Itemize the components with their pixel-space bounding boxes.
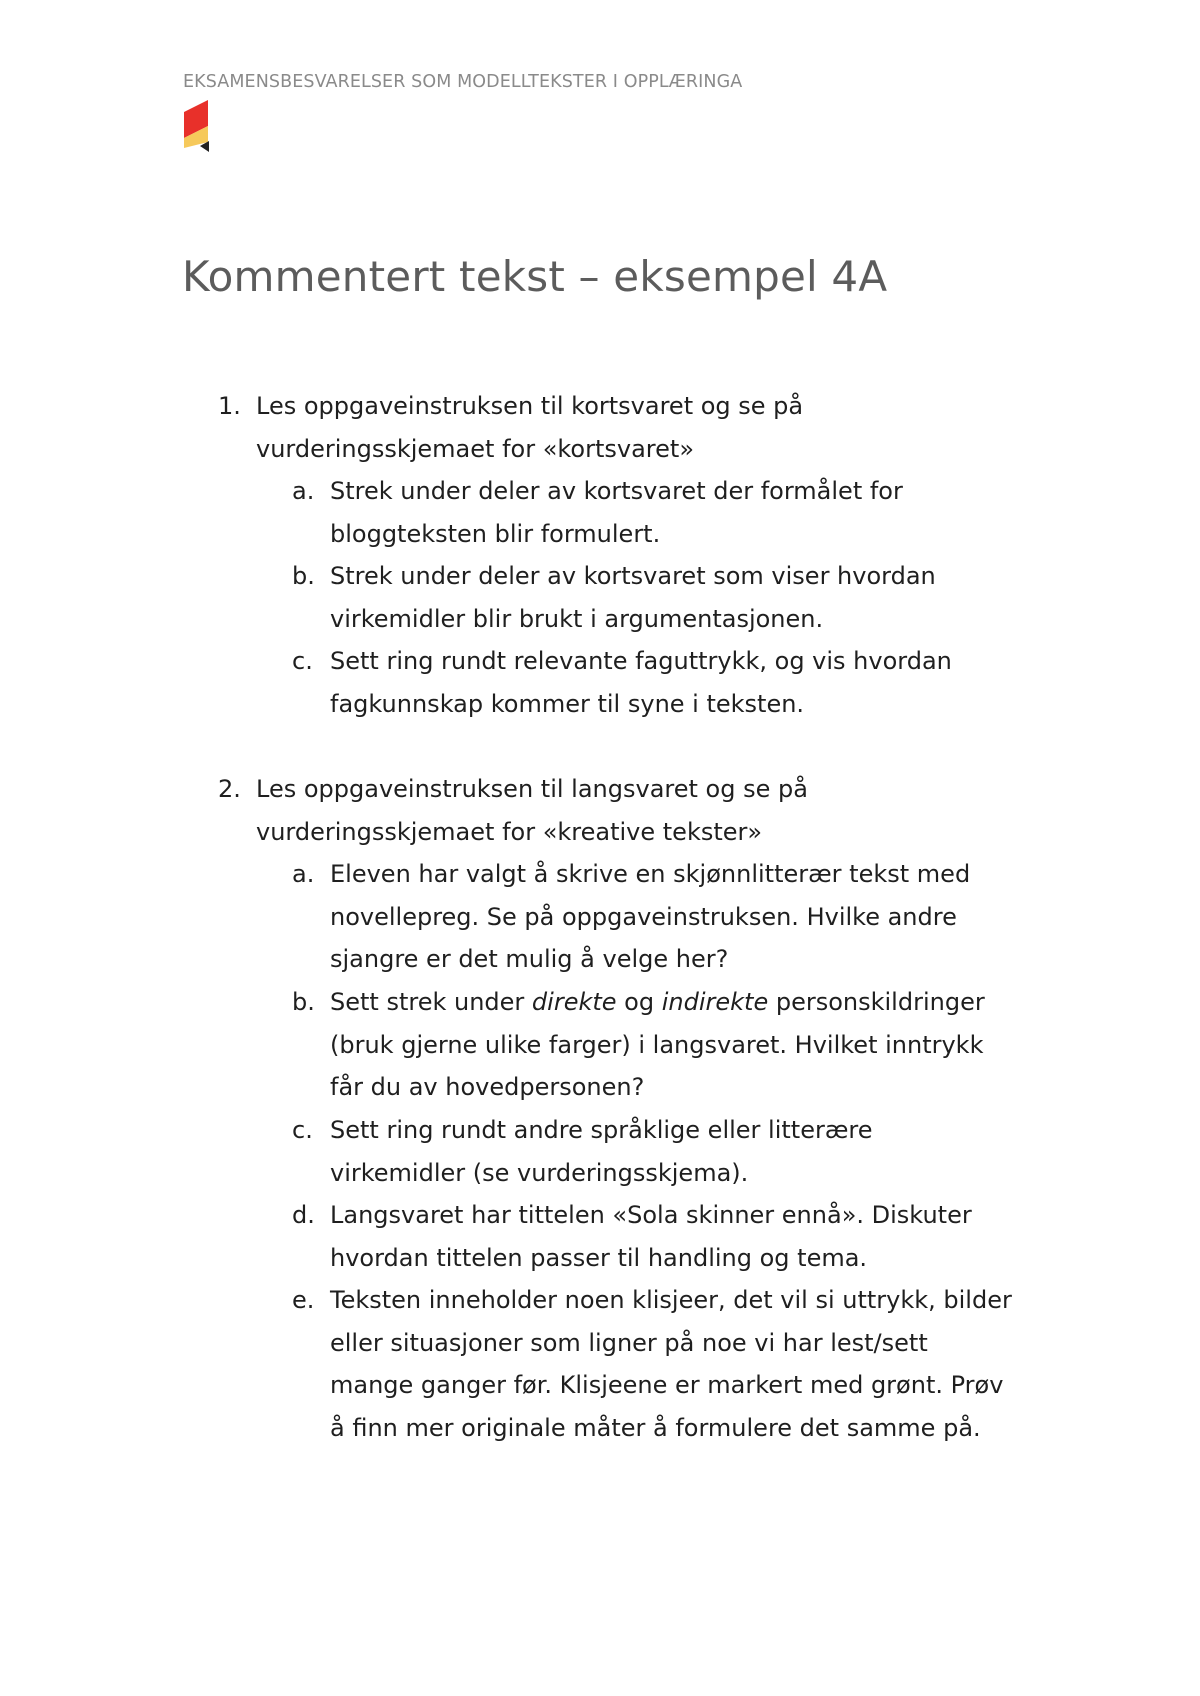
question-number: 1. bbox=[218, 392, 241, 420]
subitem-text-line: Eleven har valgt å skrive en skjønnlitterær tekst med bbox=[330, 860, 971, 888]
subitem-text-line: Strek under deler av kortsvaret der formålet for bbox=[330, 477, 903, 505]
subitem-letter: e. bbox=[292, 1286, 315, 1314]
subitem-text-line: Langsvaret har tittelen «Sola skinner ennå». Diskuter bbox=[330, 1201, 972, 1229]
subitem-text-line: Teksten inneholder noen klisjeer, det vil si uttrykk, bilder bbox=[330, 1286, 1012, 1314]
question-text-line: Les oppgaveinstruksen til kortsvaret og se på bbox=[256, 392, 804, 420]
logo-icon bbox=[184, 96, 214, 160]
question-text-line: vurderingsskjemaet for «kreative tekster» bbox=[256, 817, 763, 846]
emphasis-indirekte: indirekte bbox=[661, 988, 769, 1016]
subitem-text-line: virkemidler (se vurderingsskjema). bbox=[330, 1158, 749, 1187]
subitem-text-line: (bruk gjerne ulike farger) i langsvaret. Hvilket inntrykk bbox=[330, 1030, 984, 1059]
text-run: personskildringer bbox=[768, 988, 985, 1016]
running-header: EKSAMENSBESVARELSER SOM MODELLTEKSTER I OPPLÆRINGA bbox=[183, 72, 743, 92]
subitem-letter: a. bbox=[292, 860, 315, 888]
subitem-text-line: bloggteksten blir formulert. bbox=[330, 519, 661, 548]
subitem-text-line: hvordan tittelen passer til handling og tema. bbox=[330, 1243, 868, 1272]
subitem-text-line bbox=[330, 981, 985, 1024]
question-number: 2. bbox=[218, 775, 241, 803]
subitem-text-line: novellepreg. Se på oppgaveinstruksen. Hvilke andre bbox=[330, 902, 957, 931]
subitem-letter: a. bbox=[292, 477, 315, 505]
subitem-letter: d. bbox=[292, 1201, 315, 1229]
subitem-text-line: får du av hovedpersonen? bbox=[330, 1073, 645, 1101]
question-text-line: Les oppgaveinstruksen til langsvaret og se på bbox=[256, 775, 808, 803]
subitem-text-line: Sett ring rundt andre språklige eller litterære bbox=[330, 1116, 873, 1144]
subitem-text-line: Sett ring rundt relevante faguttrykk, og vis hvordan bbox=[330, 647, 952, 675]
subitem-letter: b. bbox=[292, 988, 315, 1016]
subitem-letter: c. bbox=[292, 1116, 313, 1144]
subitem-text-line: fagkunnskap kommer til syne i teksten. bbox=[330, 689, 805, 718]
subitem-text-line: eller situasjoner som ligner på noe vi har lest/sett bbox=[330, 1328, 928, 1357]
text-run: Sett strek under bbox=[330, 988, 532, 1016]
page-title: Kommentert tekst – eksempel 4A bbox=[182, 252, 888, 301]
subitem-text-line: virkemidler blir brukt i argumentasjonen. bbox=[330, 604, 824, 633]
subitem-letter: c. bbox=[292, 647, 313, 675]
question-text-line: vurderingsskjemaet for «kortsvaret» bbox=[256, 434, 694, 463]
subitem-text-line: sjangre er det mulig å velge her? bbox=[330, 945, 729, 973]
emphasis-direkte: direkte bbox=[531, 988, 617, 1016]
subitem-letter: b. bbox=[292, 562, 315, 590]
subitem-text-line: å finn mer originale måter å formulere det samme på. bbox=[330, 1413, 981, 1442]
text-run: og bbox=[616, 988, 662, 1016]
subitem-text-line: mange ganger før. Klisjeene er markert med grønt. Prøv bbox=[330, 1371, 1004, 1399]
subitem-text-line: Strek under deler av kortsvaret som viser hvordan bbox=[330, 562, 936, 590]
